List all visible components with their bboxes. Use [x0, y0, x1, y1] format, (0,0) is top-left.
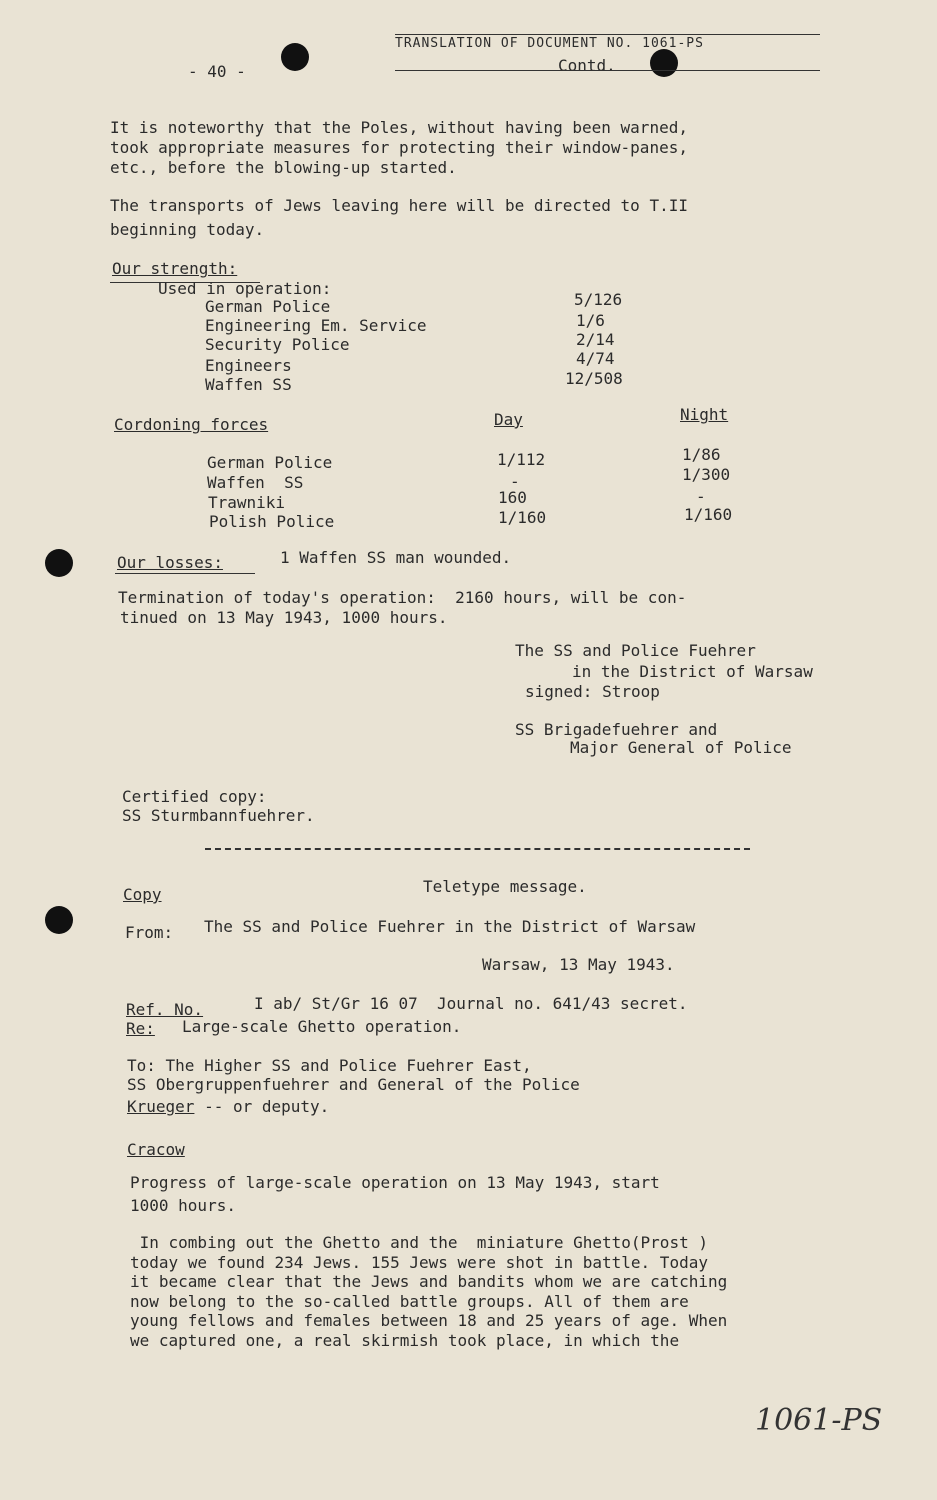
- to-line-3: [127, 1097, 329, 1117]
- cordoning-day-label: Day: [494, 410, 523, 429]
- from-label: From:: [125, 923, 174, 942]
- body-line-4: now belong to the so-called battle groups. All of them are: [130, 1292, 689, 1311]
- cordoning-day-1: 1/112: [497, 450, 546, 469]
- teletype-title: Teletype message.: [423, 877, 587, 896]
- punch-hole-top: [281, 43, 309, 71]
- strength-label-2: Engineering Em. Service: [205, 316, 427, 335]
- progress-line-1: Progress of large-scale operation on 13 May 1943, start: [130, 1173, 660, 1192]
- strength-subheading: Used in operation:: [158, 279, 332, 298]
- signature-line-5: Major General of Police: [570, 738, 792, 757]
- cordoning-heading: Cordoning forces: [114, 415, 269, 434]
- to-suffix: -- or deputy.: [194, 1097, 330, 1116]
- punch-hole-lower: [45, 906, 73, 934]
- re-text: Large-scale Ghetto operation.: [182, 1017, 462, 1036]
- copy-label: Copy: [123, 885, 162, 904]
- handwritten-doc-number: 1061-PS: [755, 1403, 883, 1438]
- ref-text: I ab/ St/Gr 16 07 Journal no. 641/43 secret.: [254, 994, 688, 1013]
- losses-text: 1 Waffen SS man wounded.: [280, 548, 512, 567]
- header-contd: Contd.: [558, 56, 616, 75]
- signature-line-2: in the District of Warsaw: [572, 662, 813, 681]
- cordoning-night-label: Night: [680, 405, 729, 424]
- body-line-2: today we found 234 Jews. 155 Jews were shot in battle. Today: [130, 1253, 708, 1272]
- city-label: Cracow: [127, 1140, 185, 1159]
- termination-line-1: Termination of today's operation: 2160 hours, will be con-: [118, 588, 687, 607]
- cordoning-label-3: Trawniki: [208, 493, 286, 512]
- intro-line-4: The transports of Jews leaving here will be directed to T.II: [110, 196, 688, 215]
- strength-value-1: 5/126: [574, 290, 623, 309]
- body-line-6: we captured one, a real skirmish took place, in which the: [130, 1331, 680, 1350]
- strength-value-5: 12/508: [565, 369, 623, 388]
- strength-label-3: Security Police: [205, 335, 350, 354]
- strength-value-4: 4/74: [576, 349, 615, 368]
- strength-label-4: Engineers: [205, 356, 292, 375]
- cordoning-label-1: German Police: [207, 453, 333, 472]
- to-line-2: SS Obergruppenfuehrer and General of the Police: [127, 1075, 580, 1094]
- cordoning-night-1: 1/86: [682, 445, 721, 464]
- header-title: TRANSLATION OF DOCUMENT NO. 1061-PS: [395, 36, 704, 51]
- cordoning-day-2: -: [510, 472, 520, 491]
- certified-line-2: SS Sturmbannfuehrer.: [122, 806, 315, 825]
- cordoning-label-4: Polish Police: [209, 512, 335, 531]
- strength-value-2: 1/6: [576, 311, 605, 330]
- certified-line-1: Certified copy:: [122, 787, 267, 806]
- intro-line-5: beginning today.: [110, 220, 265, 239]
- losses-rule: [115, 573, 255, 574]
- body-line-1: In combing out the Ghetto and the miniature Ghetto(Prost ): [130, 1233, 708, 1252]
- signature-line-3: signed: Stroop: [525, 682, 660, 701]
- cordoning-day-4: 1/160: [498, 508, 547, 527]
- to-name: Krueger: [127, 1097, 195, 1116]
- signature-line-1: The SS and Police Fuehrer: [515, 641, 756, 660]
- section-divider: [205, 848, 750, 850]
- from-text: The SS and Police Fuehrer in the District of Warsaw: [204, 917, 696, 936]
- page-number: - 40 -: [188, 62, 246, 81]
- losses-heading: Our losses:: [117, 553, 223, 572]
- punch-hole-middle: [45, 549, 73, 577]
- body-line-3: it became clear that the Jews and bandits whom we are catching: [130, 1272, 728, 1291]
- progress-line-2: 1000 hours.: [130, 1196, 236, 1215]
- termination-line-2: tinued on 13 May 1943, 1000 hours.: [120, 608, 448, 627]
- to-line-1: To: The Higher SS and Police Fuehrer East,: [127, 1056, 532, 1075]
- strength-label-5: Waffen SS: [205, 375, 292, 394]
- body-line-5: young fellows and females between 18 and 25 years of age. When: [130, 1311, 728, 1330]
- intro-line-2: took appropriate measures for protecting their window-panes,: [110, 138, 688, 157]
- cordoning-night-3: -: [696, 487, 706, 506]
- cordoning-night-2: 1/300: [682, 465, 731, 484]
- strength-label-1: German Police: [205, 297, 331, 316]
- intro-line-1: It is noteworthy that the Poles, without having been warned,: [110, 118, 688, 137]
- cordoning-day-3: 160: [498, 488, 527, 507]
- cordoning-label-2: Waffen SS: [207, 473, 304, 492]
- strength-value-3: 2/14: [576, 330, 615, 349]
- header-rule-bottom: [395, 70, 820, 71]
- re-label: Re:: [126, 1019, 155, 1038]
- cordoning-night-4: 1/160: [684, 505, 733, 524]
- intro-line-3: etc., before the blowing-up started.: [110, 158, 457, 177]
- signature-line-4: SS Brigadefuehrer and: [515, 720, 718, 739]
- ref-label: Ref. No.: [126, 1000, 204, 1019]
- strength-heading: Our strength:: [112, 259, 238, 278]
- place-date: Warsaw, 13 May 1943.: [482, 955, 675, 974]
